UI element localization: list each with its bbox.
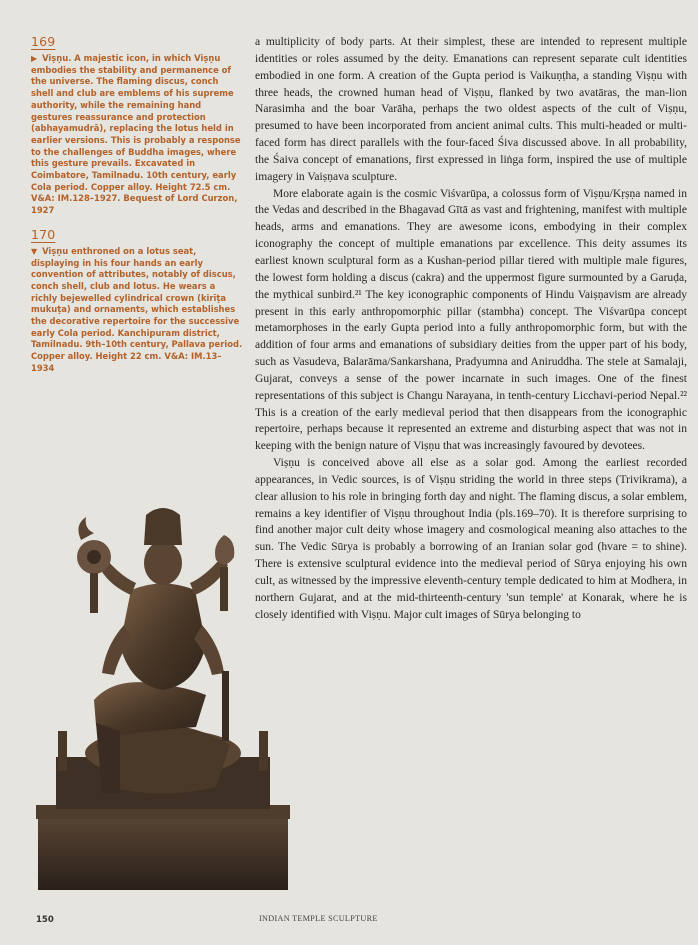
caption-170 (31, 227, 243, 375)
cylindrical-crown (144, 508, 182, 545)
body-paragraph: a multiplicity of body parts. At their simplest, these are intended to represent multiple identities or roles assumed by the deity. Emanations can represent separate cult identities embodied in one form. A creation of the Gupta period is Vaikuṇṭha, a standing Viṣṇu with three heads, the crowned human head of Viṣṇu, flanked by two avatāras, the man-lion Narasimha and the boar Varāha, perhaps the two oldest aspects of the cult of Viṣṇu, presumed to have been incorporated from ancient animal cults. This multi-headed or multi-faced form has direct parallels with the four-faced Śiva discussed above. In all probability, the Śaiva concept of emanations, first expressed in liṅga form, inspired the use of multiple imagery in Vaiṣṇava sculpture. (255, 36, 687, 183)
body-text-column (255, 34, 687, 624)
torso (120, 584, 206, 691)
caption-number: 170 (31, 226, 56, 242)
body-paragraph: More elaborate again is the cosmic Viśvarūpa, a colossus form of Viṣṇu/Kṛṣṇa named in the Vedas and described in the Bhagavad Gītā as vast and frightening, manifest with multiple heads, arms and emanations. They are awesome icons, embodying in their complex iconography the concept of multiple emanations par excellence. This deity assumes its earliest known sculptural form as a Kushan-period pillar tiered with multiple male figures, the lowest form holding a discus (cakra) and the uppermost figure surmounted by a Garuḍa, the mythical sunbird.²¹ The key iconographic components of Hindu Vaiṣṇavism are already present in this early anthropomorphic pillar (stambha) concept. The Viśvarūpa concept metamorphoses in the early Gupta period into a fully anthropomorphic form, but with the addition of four arms and emanations of subsidiary deities from the upper part of his body, such as Vasudeva, Balarāma/Sankarshana, Pradyumna and Aniruddha. The stele at Samalaji, Gujarat, conveys a sense of the power incarnate in such images. One of the finest representations of this subject is Changu Narayana, in tenth-century Licchavi-period Nepal.²² This is a creation of the early medieval period that then disappears from the iconographic repertoire, perhaps because it represented an extreme and disturbing aspect that was not in keeping with the benign nature of Viṣṇu that was increasingly favoured by devotees. (255, 187, 687, 453)
caption-169 (31, 34, 243, 217)
arrow-down-icon: ▼ (31, 246, 38, 256)
caption-text: Viṣṇu. A majestic icon, in which Viṣṇu embodies the stability and permanence of the universe. The flaming discus, conch shell and club are emblems of his supreme authority, while the remaining hand gestures reassurance and protection (abhayamudrā), replacing the lotus held in earlier versions. This is probably a response to the challenges of Buddha images, where this gesture prevails. Excavated in Coimbatore, Tamilnadu. 10th century, early Cola period. Copper alloy. Height 72.5 cm. V&A: IM.128–1927. Bequest of Lord Curzon, 1927 (31, 53, 241, 216)
crossed-legs (94, 682, 206, 735)
caption-number: 169 (31, 34, 56, 49)
head (144, 541, 182, 585)
caption-text: Viṣṇu enthroned on a lotus seat, displaying in his four hands an early convention of attributes, notably of discus, conch shell, club and lotus. He wears a richly bejewelled cylindrical crown (kirīṭa mukuṭa) and ornaments, which establishes the decorative repertoire for the successive early Cola period. Kanchipuram district, Tamilnadu. 9th–10th century, Pallava period. Copper alloy. Height 22 cm. V&A: IM.13–1934 (31, 245, 243, 373)
pedestal-base (38, 813, 288, 890)
page-number: 150 (36, 915, 54, 925)
running-title: INDIAN TEMPLE SCULPTURE (259, 914, 378, 923)
caption-column (31, 34, 243, 385)
body-paragraph: Viṣṇu is conceived above all else as a solar god. Among the earliest recorded appearances, in Vedic sources, is of Viṣṇu striding the world in three steps (Trivikrama), a clear allusion to his role in bringing forth day and night. The flaming discus, a solar emblem, remains a key identifier of Viṣṇu throughout India (pls.169–70). It is therefore surprising to find another major cult deity whose imagery and cosmological meaning also attaches to the sun. The Vedic Sūrya is probably a borrowing of an Iranian solar god (hvare = to shine). There is extensive sculptural evidence into the medieval period of Sūrya enjoying his own cult, as witnessed by the impressive eleventh-century temple dedicated to him at Modhera, in northern Gujarat, and at the mid-thirteenth-century 'sun temple' at Konarak, where he is closely identified with Viṣṇu. Major cult images of Sūrya belonging to (255, 457, 687, 621)
arrow-right-icon: ▶ (31, 54, 38, 63)
conch-shell (215, 535, 234, 564)
club (222, 671, 229, 741)
vishnu-bronze-sculpture-image (36, 495, 290, 890)
